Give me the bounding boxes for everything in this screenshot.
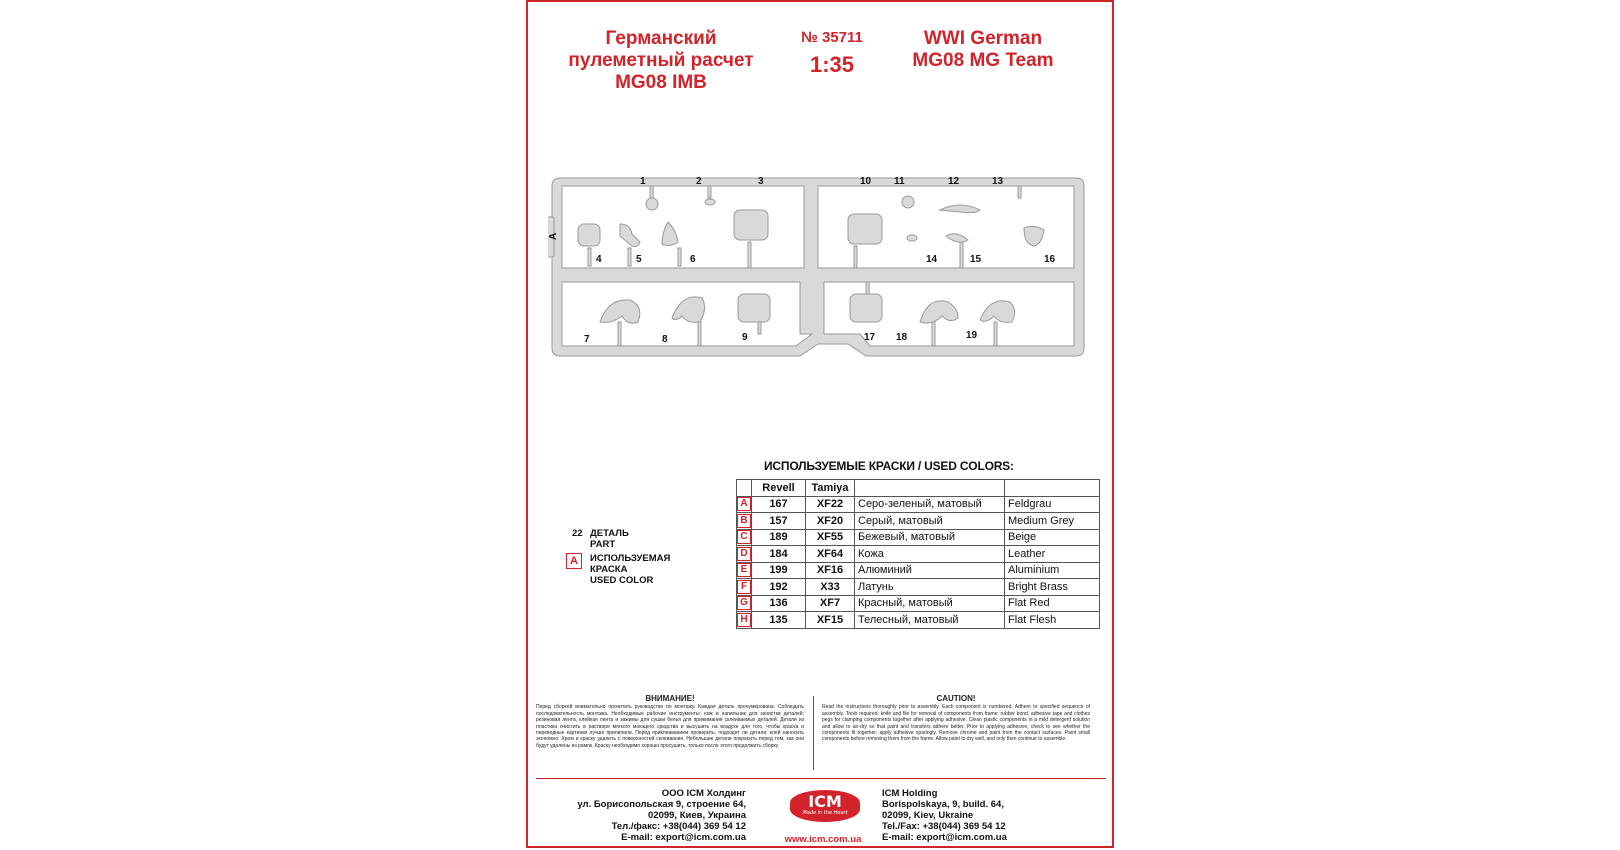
address-english — [882, 788, 1082, 843]
color-row — [737, 595, 1100, 612]
logo-tagline: Made in the Heart — [802, 810, 848, 816]
email-en: E-mail: export@icm.com.ua — [882, 832, 1007, 843]
color-letter-badge: F — [737, 580, 751, 594]
phone-ru: Тел./факс: +38(044) 369 54 12 — [611, 821, 746, 832]
part-number-12: 12 — [948, 176, 960, 187]
color-name-ru: Бежевый, матовый — [855, 529, 1005, 546]
part-number-16: 16 — [1044, 254, 1056, 265]
title-ru-line2: пулеметный расчет — [568, 50, 754, 71]
tamiya-code: XF22 — [806, 496, 855, 513]
part-number-7: 7 — [584, 334, 590, 345]
legend-part-label-en: PART — [590, 539, 616, 550]
revell-code: 189 — [752, 529, 806, 546]
company-name-ru: ООО ICM Холдинг — [661, 788, 746, 799]
warning-text-en: Read the instructions thoroughly prior to assembly. Each component is numbered. Adhere to specified sequence of assembly. Tools required: knife and file for removal of components from frame; rubber bond, adhesive tape and clothes pegs for clamping components together after applying adhesive. Clean plastic components in a mild detergent solution and allow to air-dry so that paint and transfers adhere better. Prior to applying adhesive, check to see whether the components fit together; apply adhesive sparingly. Remove chrome and paint from the contact surfaces. Paint small components before removing them from the frame. Allow paint to dry well, and only then continue to assemble. — [822, 704, 1090, 743]
instruction-sheet — [526, 0, 1114, 848]
color-row — [737, 529, 1100, 546]
address-line1-en: Borispolskaya, 9, build. 64, — [882, 799, 1004, 810]
title-russian — [546, 28, 776, 94]
warning-title-ru: ВНИМАНИЕ! — [645, 694, 695, 703]
part-number-14: 14 — [926, 254, 938, 265]
color-name-ru: Серо-зеленый, матовый — [855, 496, 1005, 513]
color-name-en: Feldgrau — [1005, 496, 1100, 513]
color-letter-badge: E — [737, 563, 751, 577]
revell-code: 184 — [752, 546, 806, 563]
part-number-6: 6 — [690, 254, 696, 265]
revell-code: 192 — [752, 579, 806, 596]
legend-color-label-ru: ИСПОЛЬЗУЕМАЯ КРАСКА — [590, 553, 671, 575]
colors-title: ИСПОЛЬЗУЕМЫЕ КРАСКИ / USED COLORS: — [764, 459, 1014, 473]
color-name-en: Bright Brass — [1005, 579, 1100, 596]
color-row — [737, 546, 1100, 563]
color-name-en: Medium Grey — [1005, 513, 1100, 530]
color-row — [737, 612, 1100, 629]
color-letter-badge: B — [737, 514, 751, 528]
warning-title-en: CAUTION! — [936, 694, 976, 703]
color-letter-badge: A — [737, 497, 751, 511]
tamiya-code: XF64 — [806, 546, 855, 563]
tamiya-code: XF55 — [806, 529, 855, 546]
legend-part-label-ru: ДЕТАЛЬ — [590, 528, 629, 539]
part-number-18: 18 — [896, 332, 908, 343]
tamiya-code: XF16 — [806, 562, 855, 579]
revell-code: 167 — [752, 496, 806, 513]
part-number-5: 5 — [636, 254, 642, 265]
part-number-10: 10 — [860, 176, 872, 187]
warning-russian — [536, 696, 804, 749]
sprue-diagram — [548, 172, 1093, 372]
title-en-line2: MG08 MG Team — [912, 50, 1054, 71]
website-link[interactable]: www.icm.com.ua — [784, 834, 862, 845]
header-tamiya: Tamiya — [806, 480, 855, 497]
warning-text-ru: Перед сборкой внимательно прочитать руководство по монтажу. Каждая деталь пронумерована. Соблюдать последовательность монтажа. Необходимые рабочие инструменты: нож и напильник для зачистки деталей; резиновая лента, клейкая лента и зажимы для сушки белья для прижимания склеиваемых деталей. Детали из пластика очистить в растворе мягкого моющего средства и высушить на воздухе для того, чтобы краска и переводные картинки лучше прилипали. Перед приклеиванием проверить, подходят ли детали; клей наносить экономно. Хром и краску удалить с поверхностей склеивания. Небольшие детали покрасить перед тем, как они будут удалены из рамок. Краску необходимо хорошо просушить, только после этого продолжить сборку. — [536, 704, 804, 749]
colors-table — [736, 479, 1100, 629]
color-name-ru: Латунь — [855, 579, 1005, 596]
color-name-ru: Красный, матовый — [855, 595, 1005, 612]
color-name-en: Flat Red — [1005, 595, 1100, 612]
part-number-15: 15 — [970, 254, 982, 265]
header-revell: Revell — [752, 480, 806, 497]
address-russian — [548, 788, 746, 843]
part-number-4: 4 — [596, 254, 602, 265]
title-ru-line1: Германский — [605, 28, 717, 49]
part-number-19: 19 — [966, 330, 978, 341]
legend-color-label-en: USED COLOR — [590, 575, 654, 586]
tamiya-code: X33 — [806, 579, 855, 596]
icm-logo — [790, 790, 860, 822]
sprue-frame-letter: A — [548, 232, 559, 240]
color-row — [737, 562, 1100, 579]
color-letter-badge: D — [737, 547, 751, 561]
legend-color-badge: A — [566, 553, 582, 569]
color-name-ru: Алюминий — [855, 562, 1005, 579]
color-name-en: Leather — [1005, 546, 1100, 563]
color-row — [737, 579, 1100, 596]
color-name-en: Flat Flesh — [1005, 612, 1100, 629]
kit-scale: 1:35 — [809, 52, 855, 77]
colors-header-row — [737, 480, 1100, 497]
warning-english — [822, 696, 1090, 743]
revell-code: 136 — [752, 595, 806, 612]
color-letter-badge: H — [737, 613, 751, 627]
revell-code: 157 — [752, 513, 806, 530]
part-number-11: 11 — [894, 176, 905, 187]
title-en-line1: WWI German — [923, 28, 1043, 49]
color-name-ru: Телесный, матовый — [855, 612, 1005, 629]
color-row — [737, 513, 1100, 530]
color-name-en: Beige — [1005, 529, 1100, 546]
revell-code: 135 — [752, 612, 806, 629]
color-row — [737, 496, 1100, 513]
title-english — [878, 28, 1088, 72]
legend-part-number: 22 — [572, 528, 583, 539]
part-number-9: 9 — [742, 332, 748, 343]
tamiya-code: XF20 — [806, 513, 855, 530]
color-name-ru: Кожа — [855, 546, 1005, 563]
email-ru: E-mail: export@icm.com.ua — [621, 832, 746, 843]
color-name-ru: Серый, матовый — [855, 513, 1005, 530]
warning-divider — [813, 696, 814, 770]
kit-number: № 35711 — [801, 29, 863, 46]
part-number-8: 8 — [662, 334, 668, 345]
address-line2-ru: 02099, Киев, Украина — [648, 810, 746, 821]
color-letter-badge: G — [737, 596, 751, 610]
part-number-17: 17 — [864, 332, 876, 343]
part-number-2: 2 — [696, 176, 702, 187]
address-line1-ru: ул. Борисопольская 9, строение 64, — [577, 799, 746, 810]
title-ru-line3: MG08 IMB — [615, 72, 707, 93]
tamiya-code: XF7 — [806, 595, 855, 612]
color-name-en: Aluminium — [1005, 562, 1100, 579]
company-name-en: ICM Holding — [882, 788, 938, 799]
part-number-1: 1 — [640, 176, 646, 187]
revell-code: 199 — [752, 562, 806, 579]
tamiya-code: XF15 — [806, 612, 855, 629]
footer-divider — [536, 778, 1106, 779]
address-line2-en: 02099, Kiev, Ukraine — [882, 810, 974, 821]
phone-en: Tel./Fax: +38(044) 369 54 12 — [882, 821, 1006, 832]
part-number-13: 13 — [992, 176, 1004, 187]
logo-text: ICM — [808, 792, 842, 811]
color-letter-badge: C — [737, 530, 751, 544]
part-number-3: 3 — [758, 176, 764, 187]
